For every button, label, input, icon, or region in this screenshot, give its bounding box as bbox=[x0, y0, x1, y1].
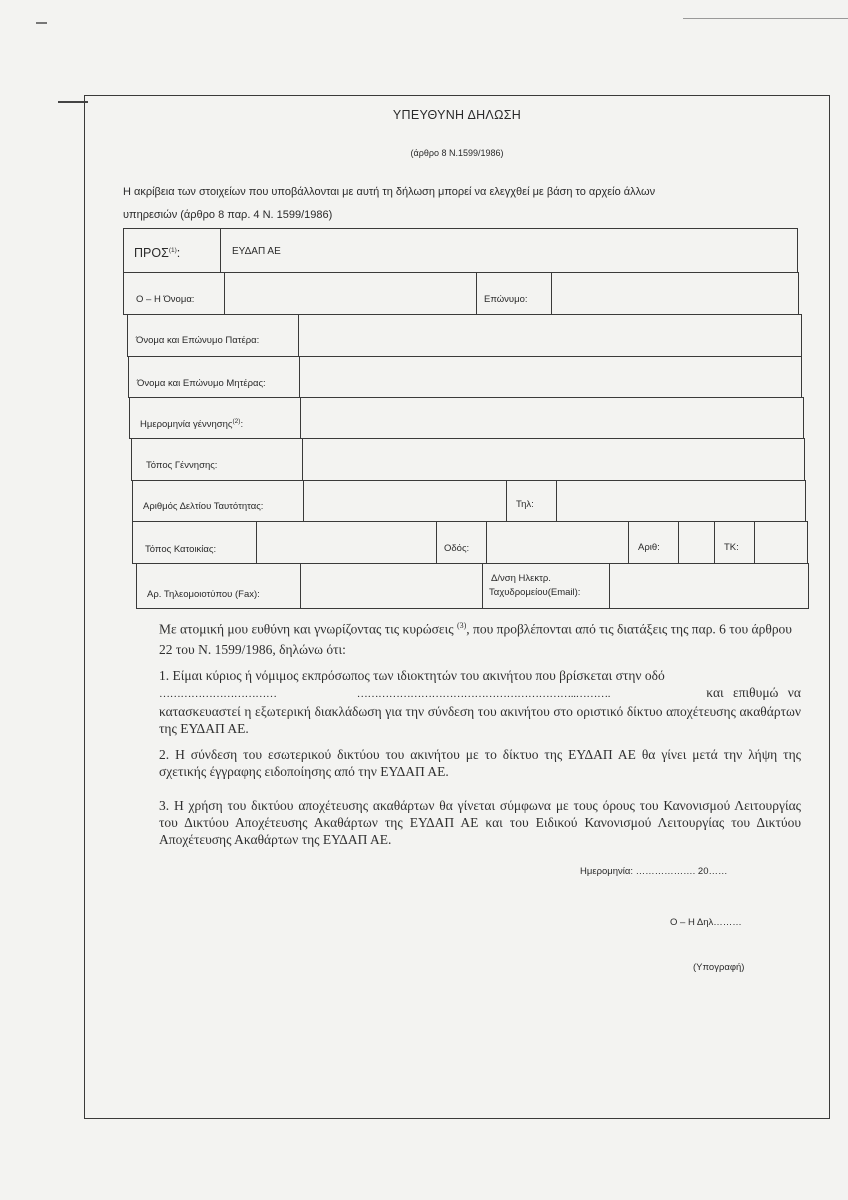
intro-line-2: υπηρεσιών (άρθρο 8 παρ. 4 Ν. 1599/1986) bbox=[123, 209, 333, 221]
item-1-line-a: 1. Είμαι κύριος ή νόμιμος εκπρόσωπος των ιδιοκτητών του ακινήτου που βρίσκεται στην οδό bbox=[159, 668, 665, 683]
document-title: ΥΠΕΥΘΥΝΗ ΔΗΛΩΣΗ bbox=[392, 108, 522, 122]
last-name-label: Επώνυμο: bbox=[484, 294, 528, 305]
last-name-field[interactable] bbox=[553, 273, 798, 314]
declaration-intro-a: Με ατομική μου ευθύνη και γνωρίζοντας τις κυρώσεις bbox=[159, 621, 457, 637]
declaration-note: (3) bbox=[456, 621, 467, 630]
signature-label: (Υπογραφή) bbox=[693, 962, 745, 973]
postcode-label: ΤΚ: bbox=[724, 542, 739, 553]
row-father bbox=[127, 314, 802, 357]
signature-declarant[interactable]: Ο – Η Δηλ……… bbox=[670, 917, 742, 928]
mother-name-label: Όνομα και Επώνυμο Μητέρας: bbox=[137, 378, 266, 389]
declaration-intro bbox=[159, 616, 801, 660]
item-1-blank-line bbox=[159, 684, 801, 703]
first-name-field[interactable] bbox=[226, 273, 476, 314]
row-birth-place bbox=[131, 438, 805, 481]
row-divider bbox=[482, 564, 483, 608]
residence-label: Τόπος Κατοικίας: bbox=[145, 544, 217, 555]
declaration-item-2: 2. Η σύνδεση του εσωτερικού δικτύου του ακινήτου με το δίκτυο της ΕΥΔΑΠ ΑΕ θα γίνει μετά την λήψη της σχετικής έγγραφης ειδοποίησης από την ΕΥΔΑΠ ΑΕ. bbox=[159, 747, 801, 779]
row-id-phone bbox=[132, 480, 806, 522]
row-birth-date bbox=[129, 397, 804, 439]
row-divider bbox=[436, 522, 437, 563]
row-mother bbox=[128, 356, 802, 398]
street-field[interactable] bbox=[488, 522, 628, 563]
email-field[interactable] bbox=[611, 564, 808, 608]
email-label-line-2: Ταχυδρομείου(Email): bbox=[489, 587, 581, 598]
row-name bbox=[123, 272, 799, 315]
declaration-item-3: 3. Η χρήση του δικτύου αποχέτευσης ακαθάρτων θα γίνεται σύμφωνα με τους όρους του Κανονισμού Λειτουργίας του Δικτύου Αποχέτευσης Ακαθάρτων της ΕΥΔΑΠ ΑΕ και του Ειδικού Κανονισμού Λειτουργίας του Δικτύου Αποχέτευσης Ακαθάρτων της ΕΥΔΑΠ ΑΕ. bbox=[159, 798, 801, 847]
recipient-colon: : bbox=[176, 246, 181, 260]
residence-field[interactable] bbox=[258, 522, 436, 563]
father-name-label: Όνομα και Επώνυμο Πατέρα: bbox=[136, 335, 260, 346]
intro-text bbox=[123, 181, 763, 227]
item-1-line-c: κατασκευαστεί η εξωτερική διακλάδωση για την σύνδεση του ακινήτου στο οριστικό δίκτυο αποχέτευσης ακαθάρτων της ΕΥΔΑΠ ΑΕ. bbox=[159, 704, 801, 736]
recipient-field[interactable] bbox=[222, 229, 797, 272]
id-number-label: Αριθμός Δελτίου Ταυτότητας: bbox=[143, 501, 264, 512]
scan-mark-left bbox=[36, 22, 47, 24]
row-divider bbox=[476, 273, 477, 314]
item-1-dots-long[interactable]: ……………………………………………………..………. bbox=[356, 688, 611, 700]
fax-label: Αρ. Τηλεομοιοτύπου (Fax): bbox=[147, 589, 260, 600]
row-divider bbox=[506, 481, 507, 521]
phone-label: Τηλ: bbox=[516, 499, 534, 510]
row-divider bbox=[628, 522, 629, 563]
birth-place-label: Τόπος Γέννησης: bbox=[146, 460, 218, 471]
birth-date-label-text: Ημερομηνία γέννησης bbox=[140, 419, 233, 431]
intro-line-1: Η ακρίβεια των στοιχείων που υποβάλλονται με αυτή τη δήλωση μπορεί να ελεγχθεί με βάση το αρχείο άλλων bbox=[123, 186, 656, 198]
birth-date-note: (2) bbox=[232, 418, 241, 425]
declaration-intro-b: , που προβλέπονται από τις διατάξεις της παρ. 6 του άρθρου 22 του Ν. 1599/1986, δηλώνω ότι: bbox=[159, 621, 792, 657]
fax-field[interactable] bbox=[302, 564, 482, 608]
row-divider bbox=[714, 522, 715, 563]
number-label: Αριθ: bbox=[638, 542, 660, 553]
item-1-line-b: και επιθυμώ να bbox=[706, 685, 801, 700]
signature-date[interactable]: Ημερομηνία: ………………. 20…… bbox=[580, 866, 728, 877]
scan-mark-right bbox=[683, 18, 848, 19]
mother-name-field[interactable] bbox=[301, 357, 801, 397]
first-name-label: Ο – Η Όνομα: bbox=[136, 294, 195, 305]
postcode-field[interactable] bbox=[756, 522, 807, 563]
street-label: Οδός: bbox=[444, 543, 470, 554]
recipient-value: ΕΥΔΑΠ ΑΕ bbox=[232, 246, 281, 257]
number-field[interactable] bbox=[680, 522, 714, 563]
recipient-label-text: ΠΡΟΣ bbox=[134, 246, 169, 260]
birth-place-field[interactable] bbox=[304, 439, 804, 480]
email-label-line-1: Δ/νση Ηλεκτρ. bbox=[491, 573, 551, 584]
recipient-note: (1) bbox=[168, 246, 177, 254]
email-label bbox=[489, 572, 580, 600]
phone-field[interactable] bbox=[558, 481, 805, 521]
row-address bbox=[132, 521, 808, 564]
birth-date-field[interactable] bbox=[302, 398, 803, 438]
father-name-field[interactable] bbox=[300, 315, 801, 356]
recipient-label bbox=[134, 246, 180, 260]
id-number-field[interactable] bbox=[305, 481, 505, 521]
row-recipient bbox=[123, 228, 798, 273]
row-fax-email bbox=[136, 563, 809, 609]
document-subtitle: (άρθρο 8 Ν.1599/1986) bbox=[410, 148, 504, 158]
birth-date-colon: : bbox=[240, 419, 244, 431]
item-1-dots-short[interactable]: …………………………… bbox=[159, 688, 277, 700]
declaration-item-1 bbox=[159, 667, 801, 737]
birth-date-label bbox=[140, 418, 243, 430]
